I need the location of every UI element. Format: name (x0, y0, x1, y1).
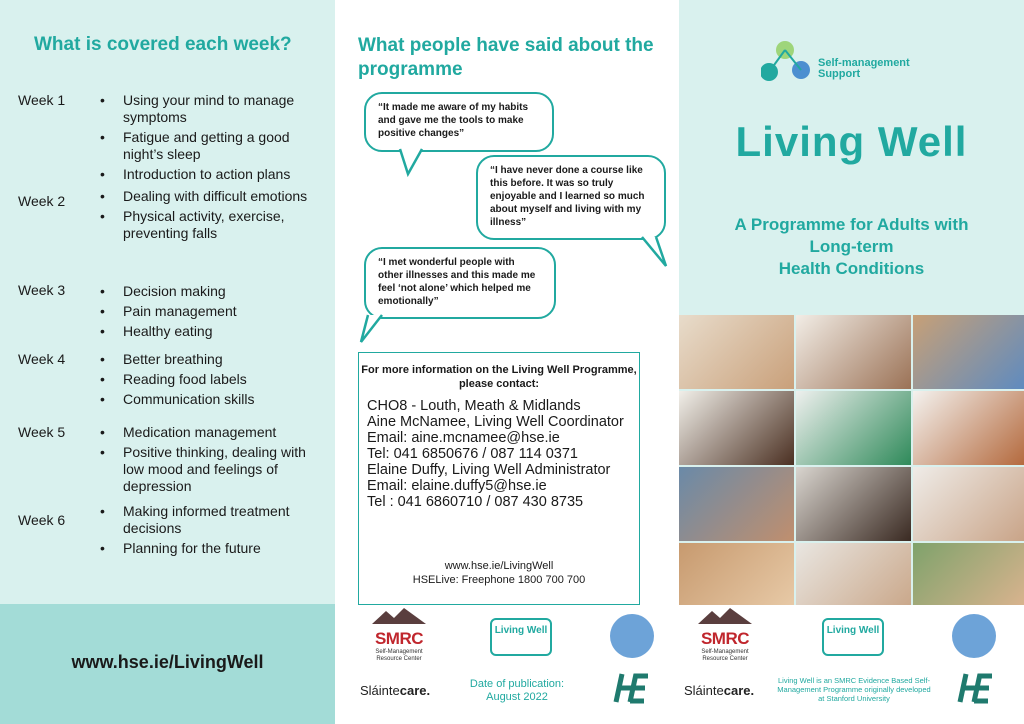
participant-photo (679, 391, 794, 465)
contact-website-link[interactable]: www.hse.ie/LivingWell (444, 560, 554, 572)
list-item: • Fatigue and getting a good night’s sleep (96, 129, 313, 163)
quote-bubble (476, 155, 666, 240)
contact-phone: Tel : 041 6860710 / 087 430 8735 (367, 494, 584, 510)
weekly-topics-heading: What is covered each week? (34, 34, 292, 55)
quote-text: “It made me aware of my habits and gave me the tools to make positive changes” (378, 102, 529, 139)
publication-date: Date of publication: August 2022 (469, 678, 565, 703)
contact-line: Aine McNamee, Living Well Coordinator (367, 414, 624, 430)
slaintecare-logo: Sláintecare. (684, 683, 755, 698)
bubble-tail (358, 314, 388, 346)
hse-logo (956, 668, 996, 717)
contact-box (358, 352, 640, 605)
participant-photo (913, 315, 1024, 389)
list-item: • Making informed treatment decisions (96, 503, 313, 537)
list-item: • Decision making (96, 283, 313, 300)
page-title: Living Well (735, 118, 968, 165)
participant-photo (679, 543, 794, 605)
participant-photo (913, 467, 1024, 541)
contact-email[interactable]: Email: aine.mcnamee@hse.ie (367, 430, 560, 446)
week-label: Week 5 (18, 424, 66, 440)
list-item: • Healthy eating (96, 323, 313, 340)
living-well-badge: Living Well (822, 618, 884, 656)
slaintecare-logo: Sláintecare. (360, 683, 431, 698)
contact-intro: For more information on the Living Well Programme, please contact: (361, 364, 637, 390)
week-label: Week 2 (18, 193, 66, 209)
participant-photo (796, 315, 911, 389)
participant-photo (796, 391, 911, 465)
participant-photo (796, 467, 911, 541)
contact-email[interactable]: Email: elaine.duffy5@hse.ie (367, 478, 547, 494)
smrc-note: Living Well is an SMRC Evidence Based Self-Management Programme originally developed at Stanford University (777, 676, 931, 703)
week-items (96, 92, 313, 186)
list-item: • Using your mind to manage symptoms (96, 92, 313, 126)
week-label: Week 1 (18, 92, 66, 108)
list-item: • Pain management (96, 303, 313, 320)
contact-web (359, 559, 639, 587)
hse-logo (612, 668, 652, 717)
smrc-logo: SMRC Self-Management Resource Center (690, 608, 760, 663)
contact-phone: Tel: 041 6850676 / 087 114 0371 (367, 446, 578, 462)
bubble-tail (398, 148, 428, 178)
list-item: • Medication management (96, 424, 313, 441)
participant-photo (679, 315, 794, 389)
smrc-logo: SMRC Self-Management Resource Center (364, 608, 434, 663)
quote-bubble (364, 92, 554, 152)
participant-photo (796, 543, 911, 605)
website-link[interactable]: www.hse.ie/LivingWell (71, 652, 264, 672)
week-items (96, 351, 313, 411)
quote-text: “I have never done a course like this before. It was so truly enjoyable and I learned so much about myself and living with my illness” (490, 165, 645, 228)
week-label: Week 6 (18, 512, 66, 528)
living-well-badge: Living Well (490, 618, 552, 656)
contact-line: Elaine Duffy, Living Well Administrator (367, 462, 611, 478)
list-item: • Physical activity, exercise, preventing falls (96, 208, 313, 242)
self-management-logo-icon (761, 40, 811, 86)
quote-text: “I met wonderful people with other illnesses and this made me feel ‘not alone’ which helped me emotionally” (378, 257, 536, 307)
bubble-tail (640, 236, 670, 270)
brand-name: Self-management Support (818, 57, 910, 80)
list-item: • Reading food labels (96, 371, 313, 388)
contact-line: CHO8 - Louth, Meath & Midlands (367, 398, 581, 414)
participant-photo (679, 467, 794, 541)
participant-photo (913, 391, 1024, 465)
network-circle-logo (952, 614, 996, 658)
list-item: • Introduction to action plans (96, 166, 313, 183)
contact-details (367, 398, 624, 510)
week-items (96, 424, 313, 498)
contact-freephone: HSELive: Freephone 1800 700 700 (412, 574, 586, 586)
list-item: • Dealing with difficult emotions (96, 188, 313, 205)
left-panel (0, 0, 335, 724)
list-item: • Planning for the future (96, 540, 313, 557)
quote-bubble (364, 247, 556, 319)
left-footer (0, 604, 335, 724)
week-label: Week 4 (18, 351, 66, 367)
list-item: • Better breathing (96, 351, 313, 368)
subtitle: A Programme for Adults with Long-term Health Conditions (734, 215, 969, 278)
testimonials-heading: What people have said about the programme (358, 35, 654, 80)
week-items (96, 503, 313, 560)
list-item: • Communication skills (96, 391, 313, 408)
mountain-icon (372, 608, 426, 624)
network-circle-logo (610, 614, 654, 658)
mountain-icon (698, 608, 752, 624)
week-label: Week 3 (18, 282, 66, 298)
list-item: • Positive thinking, dealing with low mood and feelings of depression (96, 444, 313, 495)
week-items (96, 188, 313, 245)
week-items (96, 283, 313, 343)
participant-photo (913, 543, 1024, 605)
